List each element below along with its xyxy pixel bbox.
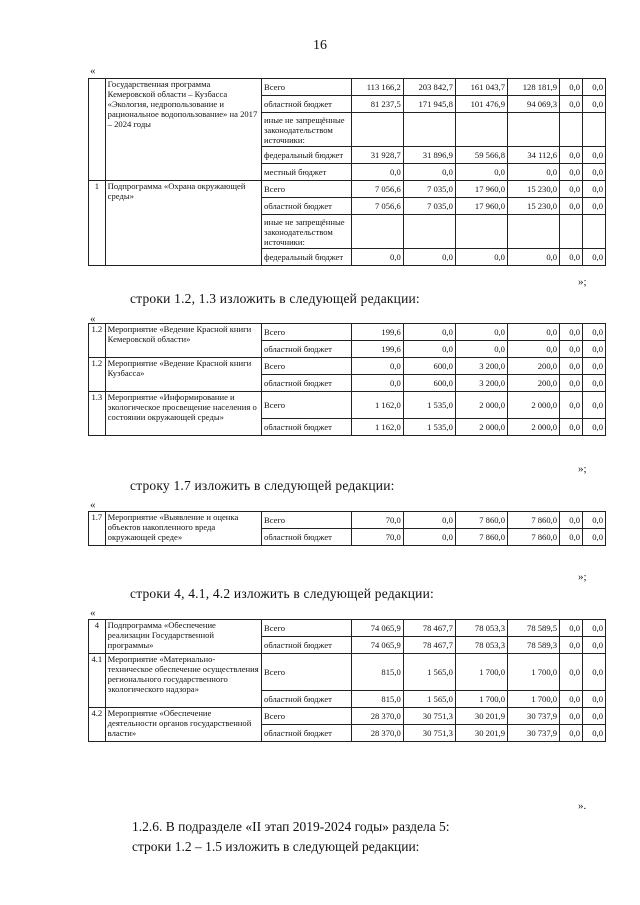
amount-cell: 0,0 (560, 637, 583, 654)
amount-cell: 0,0 (560, 358, 583, 375)
funding-source: областной бюджет (262, 341, 352, 358)
amount-cell: 7 035,0 (403, 181, 455, 198)
amount-cell: 200,0 (507, 375, 559, 392)
amount-cell: 600,0 (403, 375, 455, 392)
section-heading-1-2-6: 1.2.6. В подразделе «II этап 2019-2024 годы» раздела 5: (132, 819, 450, 834)
amount-cell (351, 215, 403, 249)
funding-source: Всего (262, 392, 352, 419)
amount-cell: 128 181,9 (507, 79, 559, 96)
amount-cell: 30 201,9 (455, 708, 507, 725)
amount-cell: 815,0 (351, 691, 403, 708)
amount-cell: 0,0 (403, 249, 455, 266)
amount-cell: 113 166,2 (351, 79, 403, 96)
amount-cell: 0,0 (507, 164, 559, 181)
amount-cell: 1 700,0 (455, 691, 507, 708)
table-row (89, 708, 606, 725)
amount-cell: 0,0 (583, 341, 606, 358)
amount-cell: 78 053,3 (455, 637, 507, 654)
amount-cell: 7 860,0 (455, 512, 507, 529)
funding-source: местный бюджет (262, 164, 352, 181)
amount-cell: 0,0 (560, 392, 583, 419)
amount-cell (583, 113, 606, 147)
amount-cell: 0,0 (583, 392, 606, 419)
amount-cell: 161 043,7 (455, 79, 507, 96)
amount-cell: 0,0 (507, 341, 559, 358)
amount-cell: 0,0 (583, 79, 606, 96)
amount-cell: 0,0 (583, 198, 606, 215)
amount-cell: 0,0 (560, 147, 583, 164)
close-quote: »; (578, 276, 587, 288)
amount-cell: 1 565,0 (403, 691, 455, 708)
amount-cell: 34 112,6 (507, 147, 559, 164)
funding-source: областной бюджет (262, 529, 352, 546)
funding-source: областной бюджет (262, 96, 352, 113)
table-row (89, 324, 606, 341)
row-code (89, 79, 106, 181)
amount-cell: 0,0 (583, 164, 606, 181)
budget-table-program (88, 78, 606, 266)
amount-cell: 28 370,0 (351, 725, 403, 742)
amount-cell (455, 215, 507, 249)
row-code: 4 (89, 620, 106, 654)
funding-source: областной бюджет (262, 375, 352, 392)
amount-cell (403, 113, 455, 147)
amount-cell: 0,0 (507, 249, 559, 266)
amount-cell: 0,0 (403, 512, 455, 529)
amount-cell: 1 162,0 (351, 419, 403, 436)
amount-cell: 0,0 (583, 725, 606, 742)
amount-cell: 0,0 (583, 375, 606, 392)
funding-source: Всего (262, 708, 352, 725)
close-quote: »; (578, 571, 587, 583)
amount-cell: 3 200,0 (455, 375, 507, 392)
funding-source: федеральный бюджет (262, 249, 352, 266)
table-row (89, 620, 606, 637)
page-number: 16 (313, 38, 327, 53)
amount-cell: 78 467,7 (403, 637, 455, 654)
amount-cell: 0,0 (403, 341, 455, 358)
row-code: 1.7 (89, 512, 106, 546)
amount-cell (403, 215, 455, 249)
funding-source: Всего (262, 358, 352, 375)
amount-cell: 0,0 (560, 620, 583, 637)
row-name: Государственная программа Кемеровской области – Кузбасса «Экология, недропользование и рациональное водопользование» на 2017 – 2024 годы (105, 79, 261, 181)
amount-cell: 199,6 (351, 324, 403, 341)
amount-cell: 0,0 (351, 164, 403, 181)
amount-cell: 74 065,9 (351, 620, 403, 637)
amount-cell: 0,0 (560, 249, 583, 266)
amount-cell: 0,0 (560, 341, 583, 358)
amount-cell (560, 215, 583, 249)
amount-cell: 0,0 (455, 164, 507, 181)
amount-cell: 59 566,8 (455, 147, 507, 164)
amount-cell: 81 237,5 (351, 96, 403, 113)
open-quote: « (90, 607, 96, 619)
amount-cell: 0,0 (403, 529, 455, 546)
row-code: 1.3 (89, 392, 106, 436)
amount-cell: 0,0 (560, 708, 583, 725)
amount-cell: 171 945,8 (403, 96, 455, 113)
instruction-row-1-7: строку 1.7 изложить в следующей редакции: (130, 478, 395, 493)
amount-cell: 600,0 (403, 358, 455, 375)
amount-cell: 78 467,7 (403, 620, 455, 637)
amount-cell (560, 113, 583, 147)
amount-cell: 30 751,3 (403, 708, 455, 725)
amount-cell: 1 565,0 (403, 654, 455, 691)
amount-cell: 74 065,9 (351, 637, 403, 654)
funding-source: областной бюджет (262, 725, 352, 742)
funding-source: Всего (262, 181, 352, 198)
amount-cell: 0,0 (583, 147, 606, 164)
amount-cell: 0,0 (560, 725, 583, 742)
funding-source: Всего (262, 512, 352, 529)
row-name: Мероприятие «Материально-техническое обеспечение осуществления регионального государственного экологического надзора» (105, 654, 261, 708)
open-quote: « (90, 65, 96, 77)
funding-source: областной бюджет (262, 637, 352, 654)
table-row (89, 392, 606, 419)
amount-cell: 0,0 (583, 654, 606, 691)
amount-cell: 0,0 (560, 512, 583, 529)
amount-cell: 203 842,7 (403, 79, 455, 96)
amount-cell: 0,0 (455, 324, 507, 341)
amount-cell: 0,0 (583, 691, 606, 708)
amount-cell: 0,0 (583, 324, 606, 341)
funding-source: Всего (262, 654, 352, 691)
amount-cell: 1 535,0 (403, 419, 455, 436)
amount-cell: 0,0 (507, 324, 559, 341)
amount-cell: 70,0 (351, 512, 403, 529)
amount-cell: 200,0 (507, 358, 559, 375)
amount-cell: 7 860,0 (507, 529, 559, 546)
budget-table-rows-1-2-1-3 (88, 323, 606, 436)
amount-cell: 0,0 (351, 375, 403, 392)
amount-cell: 78 589,5 (507, 620, 559, 637)
amount-cell: 0,0 (455, 341, 507, 358)
row-code: 1.2 (89, 358, 106, 392)
row-code: 4.2 (89, 708, 106, 742)
amount-cell: 0,0 (583, 620, 606, 637)
amount-cell: 0,0 (403, 324, 455, 341)
amount-cell: 15 230,0 (507, 181, 559, 198)
row-code: 1 (89, 181, 106, 266)
amount-cell: 7 035,0 (403, 198, 455, 215)
amount-cell: 31 928,7 (351, 147, 403, 164)
amount-cell: 70,0 (351, 529, 403, 546)
amount-cell: 0,0 (455, 249, 507, 266)
amount-cell: 0,0 (403, 164, 455, 181)
amount-cell: 0,0 (560, 79, 583, 96)
row-name: Подпрограмма «Обеспечение реализации Государственной программы» (105, 620, 261, 654)
amount-cell: 1 700,0 (507, 654, 559, 691)
amount-cell: 0,0 (583, 96, 606, 113)
amount-cell: 15 230,0 (507, 198, 559, 215)
amount-cell: 7 860,0 (455, 529, 507, 546)
amount-cell: 0,0 (583, 512, 606, 529)
amount-cell: 0,0 (351, 249, 403, 266)
funding-source: Всего (262, 79, 352, 96)
amount-cell: 30 201,9 (455, 725, 507, 742)
funding-source: областной бюджет (262, 198, 352, 215)
row-name: Мероприятие «Информирование и экологическое просвещение населения о состоянии окружающей среды» (105, 392, 261, 436)
close-quote-end: ». (578, 800, 587, 812)
amount-cell: 78 053,3 (455, 620, 507, 637)
row-code: 1.2 (89, 324, 106, 358)
amount-cell: 0,0 (351, 358, 403, 375)
open-quote: « (90, 313, 96, 325)
amount-cell: 0,0 (560, 96, 583, 113)
funding-source: федеральный бюджет (262, 147, 352, 164)
amount-cell: 0,0 (583, 358, 606, 375)
amount-cell: 0,0 (560, 529, 583, 546)
amount-cell: 3 200,0 (455, 358, 507, 375)
amount-cell: 0,0 (583, 249, 606, 266)
amount-cell: 7 056,6 (351, 198, 403, 215)
amount-cell: 0,0 (560, 375, 583, 392)
amount-cell: 815,0 (351, 654, 403, 691)
amount-cell: 30 737,9 (507, 725, 559, 742)
amount-cell: 7 860,0 (507, 512, 559, 529)
amount-cell: 0,0 (560, 419, 583, 436)
budget-table-rows-4 (88, 619, 606, 742)
funding-source: иные не запрещённые законодательством источники: (262, 113, 352, 147)
amount-cell (455, 113, 507, 147)
amount-cell: 0,0 (560, 691, 583, 708)
amount-cell: 2 000,0 (455, 392, 507, 419)
amount-cell: 2 000,0 (507, 392, 559, 419)
amount-cell: 7 056,6 (351, 181, 403, 198)
amount-cell: 30 751,3 (403, 725, 455, 742)
amount-cell: 0,0 (560, 164, 583, 181)
amount-cell: 101 476,9 (455, 96, 507, 113)
amount-cell: 31 896,9 (403, 147, 455, 164)
instruction-rows-1-2-1-3: строки 1.2, 1.3 изложить в следующей редакции: (130, 291, 420, 306)
table-row (89, 358, 606, 375)
amount-cell: 2 000,0 (455, 419, 507, 436)
open-quote: « (90, 499, 96, 511)
amount-cell (507, 215, 559, 249)
amount-cell (507, 113, 559, 147)
amount-cell: 17 960,0 (455, 198, 507, 215)
funding-source: областной бюджет (262, 419, 352, 436)
amount-cell: 30 737,9 (507, 708, 559, 725)
amount-cell: 199,6 (351, 341, 403, 358)
row-name: Мероприятие «Выявление и оценка объектов накопленного вреда окружающей среде» (105, 512, 261, 546)
table-row (89, 181, 606, 198)
amount-cell: 17 960,0 (455, 181, 507, 198)
row-name: Мероприятие «Ведение Красной книги Кемеровской области» (105, 324, 261, 358)
amount-cell: 0,0 (583, 637, 606, 654)
amount-cell: 94 069,3 (507, 96, 559, 113)
amount-cell: 0,0 (583, 708, 606, 725)
amount-cell: 0,0 (560, 198, 583, 215)
table-row (89, 79, 606, 96)
table-row (89, 654, 606, 691)
row-name: Подпрограмма «Охрана окружающей среды» (105, 181, 261, 266)
amount-cell: 1 700,0 (455, 654, 507, 691)
amount-cell: 1 162,0 (351, 392, 403, 419)
funding-source: областной бюджет (262, 691, 352, 708)
amount-cell: 0,0 (583, 419, 606, 436)
amount-cell: 0,0 (583, 529, 606, 546)
amount-cell: 0,0 (560, 654, 583, 691)
amount-cell (583, 215, 606, 249)
amount-cell: 1 700,0 (507, 691, 559, 708)
amount-cell: 0,0 (583, 181, 606, 198)
amount-cell: 0,0 (560, 181, 583, 198)
amount-cell: 0,0 (560, 324, 583, 341)
funding-source: Всего (262, 620, 352, 637)
funding-source: иные не запрещённые законодательством источники: (262, 215, 352, 249)
table-row (89, 512, 606, 529)
close-quote: »; (578, 463, 587, 475)
amount-cell: 1 535,0 (403, 392, 455, 419)
amount-cell: 2 000,0 (507, 419, 559, 436)
amount-cell: 28 370,0 (351, 708, 403, 725)
closing-instruction: строки 1.2 – 1.5 изложить в следующей редакции: (132, 839, 420, 854)
row-name: Мероприятие «Обеспечение деятельности органов государственной власти» (105, 708, 261, 742)
amount-cell (351, 113, 403, 147)
funding-source: Всего (262, 324, 352, 341)
budget-table-row-1-7 (88, 511, 606, 546)
row-code: 4.1 (89, 654, 106, 708)
row-name: Мероприятие «Ведение Красной книги Кузбасса» (105, 358, 261, 392)
amount-cell: 78 589,3 (507, 637, 559, 654)
instruction-rows-4: строки 4, 4.1, 4.2 изложить в следующей редакции: (130, 586, 434, 601)
